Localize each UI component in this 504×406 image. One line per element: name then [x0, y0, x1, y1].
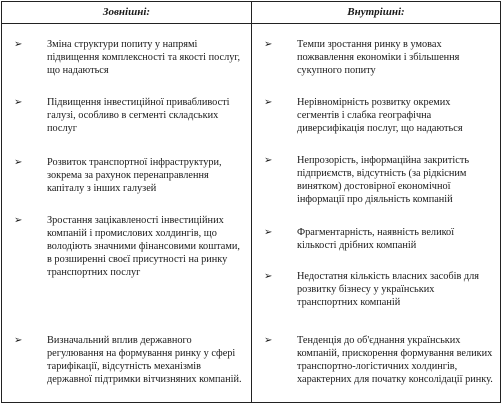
external-item-text: Розвиток транспортної інфраструктури, зокрема за рахунок перенаправлення капіталу з інших галузей	[47, 157, 222, 194]
arrow-bullet-icon: ➢	[264, 271, 273, 282]
external-item-text: Підвищення інвестиційної привабливості галузі, особливо в сегменті складських послуг	[47, 97, 230, 134]
arrow-bullet-icon: ➢	[264, 335, 273, 346]
arrow-bullet-icon: ➢	[264, 39, 273, 50]
header-external: Зовнішні:	[2, 2, 252, 24]
external-factors-column	[2, 24, 252, 402]
arrow-bullet-icon: ➢	[14, 215, 23, 226]
external-item-text: Визначальний вплив державного регулювання на формування ринку у сфері тарифікації, відсутність механізмів державної підтримки вітчизняних компаній.	[47, 335, 242, 385]
arrow-bullet-icon: ➢	[14, 97, 23, 108]
internal-item-text: Фрагментарність, наявність великої кількості дрібних компаній	[297, 227, 455, 251]
arrow-bullet-icon: ➢	[264, 97, 273, 108]
arrow-bullet-icon: ➢	[264, 227, 273, 238]
internal-item-text: Недостатня кількість власних засобів для розвитку бізнесу у українських транспортних компаній	[297, 271, 479, 308]
header-internal: Внутрішні:	[252, 2, 500, 24]
factors-table	[1, 1, 501, 403]
arrow-bullet-icon: ➢	[14, 157, 23, 168]
internal-item-text: Нерівномірність розвитку окремих сегментів і слабка географічна диверсифікація послуг, що надаються	[297, 97, 463, 134]
internal-item-text: Непрозорість, інформаційна закритість підприємств, відсутність (за рідкісним винятком) достовірної економічної інформації про діяльність компаній	[297, 155, 470, 205]
arrow-bullet-icon: ➢	[264, 155, 273, 166]
arrow-bullet-icon: ➢	[14, 335, 23, 346]
arrow-bullet-icon: ➢	[14, 39, 23, 50]
internal-item-text: Темпи зростання ринку в умовах пожвавлення економіки і збільшення сукупного попиту	[297, 39, 460, 76]
external-item-text: Зростання зацікавленості інвестиційних компаній і промислових холдингів, що володіють значними фінансовими коштами, в розширенні своєї присутності на ринку транспортних послуг	[47, 215, 240, 278]
external-item-text: Зміна структури попиту у напрямі підвищення комплексності та якості послуг, що надаються	[47, 39, 241, 76]
internal-factors-column	[252, 24, 500, 402]
internal-item-text: Тенденція до об'єднання українських компаній, прискорення формування великих транспортно-логістичних холдингів, характерних для початку консолідації ринку.	[297, 335, 493, 385]
